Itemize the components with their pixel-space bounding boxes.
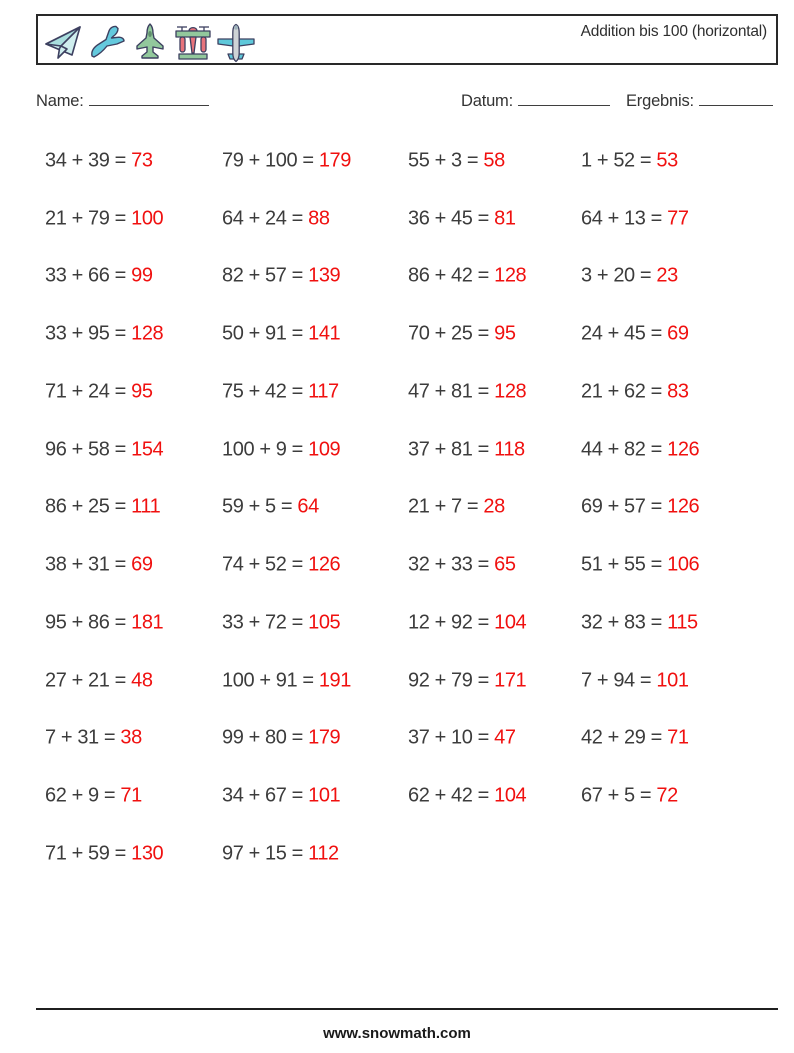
problem bbox=[408, 496, 505, 519]
problem-answer: 118 bbox=[494, 438, 525, 461]
ergebnis-label: Ergebnis: bbox=[626, 92, 694, 110]
problem-expression: 95 + 86 = bbox=[45, 611, 126, 634]
problem bbox=[408, 323, 516, 346]
problem bbox=[408, 207, 516, 230]
problem-expression: 55 + 3 = bbox=[408, 149, 479, 172]
problem-expression: 34 + 67 = bbox=[222, 784, 303, 807]
problem bbox=[222, 611, 340, 634]
problem-expression: 7 + 94 = bbox=[581, 669, 652, 692]
problem bbox=[408, 265, 526, 288]
problem bbox=[222, 496, 319, 519]
problem bbox=[222, 207, 330, 230]
name-blank-line bbox=[89, 92, 209, 106]
problem-answer: 109 bbox=[308, 438, 341, 461]
problem-expression: 70 + 25 = bbox=[408, 322, 489, 345]
problem-expression: 36 + 45 = bbox=[408, 207, 489, 230]
problem bbox=[45, 611, 163, 634]
problem-answer: 101 bbox=[308, 784, 341, 807]
problem bbox=[581, 149, 678, 172]
problem bbox=[581, 727, 689, 750]
ergebnis-field bbox=[626, 92, 773, 111]
problem-expression: 24 + 45 = bbox=[581, 322, 662, 345]
problem-expression: 64 + 13 = bbox=[581, 207, 662, 230]
problem bbox=[222, 265, 340, 288]
problem bbox=[222, 554, 340, 577]
problem-answer: 179 bbox=[308, 726, 341, 749]
problem-answer: 38 bbox=[120, 726, 142, 749]
problem-expression: 33 + 95 = bbox=[45, 322, 126, 345]
problem-row bbox=[0, 305, 794, 363]
problem-answer: 64 bbox=[297, 495, 319, 518]
problem-answer: 179 bbox=[318, 149, 351, 172]
problem-row bbox=[0, 710, 794, 768]
problem bbox=[45, 842, 163, 865]
problem-answer: 130 bbox=[131, 842, 164, 865]
problem bbox=[222, 438, 340, 461]
problems-grid bbox=[0, 132, 794, 883]
problem-expression: 100 + 91 = bbox=[222, 669, 314, 692]
problem bbox=[408, 380, 526, 403]
problem bbox=[45, 496, 160, 519]
problem bbox=[408, 611, 526, 634]
ergebnis-blank-line bbox=[699, 92, 773, 106]
problem bbox=[581, 380, 689, 403]
problem bbox=[581, 438, 699, 461]
problem-answer: 139 bbox=[308, 264, 341, 287]
problem-expression: 42 + 29 = bbox=[581, 726, 662, 749]
problem bbox=[581, 611, 698, 634]
problem bbox=[45, 727, 142, 750]
problem-expression: 38 + 31 = bbox=[45, 553, 126, 576]
problem-expression: 79 + 100 = bbox=[222, 149, 314, 172]
problem-expression: 21 + 7 = bbox=[408, 495, 479, 518]
problem-expression: 71 + 24 = bbox=[45, 380, 126, 403]
problem-answer: 111 bbox=[131, 495, 161, 518]
problem-answer: 23 bbox=[656, 264, 678, 287]
problem-expression: 33 + 72 = bbox=[222, 611, 303, 634]
problem bbox=[581, 554, 699, 577]
problem-answer: 83 bbox=[667, 380, 689, 403]
problem-answer: 105 bbox=[308, 611, 341, 634]
problem-answer: 69 bbox=[667, 322, 689, 345]
problem-expression: 12 + 92 = bbox=[408, 611, 489, 634]
airplane-icon bbox=[216, 23, 256, 63]
problem bbox=[222, 149, 351, 172]
jet-icon bbox=[87, 23, 127, 63]
problem-expression: 75 + 42 = bbox=[222, 380, 303, 403]
problem bbox=[408, 785, 526, 808]
problem-expression: 32 + 33 = bbox=[408, 553, 489, 576]
problem bbox=[45, 785, 142, 808]
problem bbox=[581, 207, 689, 230]
problem-row bbox=[0, 825, 794, 883]
problem-expression: 99 + 80 = bbox=[222, 726, 303, 749]
problem-answer: 99 bbox=[131, 264, 153, 287]
problem-expression: 3 + 20 = bbox=[581, 264, 652, 287]
problem bbox=[408, 554, 516, 577]
header-box bbox=[36, 14, 778, 65]
problem-answer: 126 bbox=[667, 438, 700, 461]
datum-blank-line bbox=[518, 92, 610, 106]
problem-answer: 112 bbox=[308, 842, 339, 865]
problem-expression: 1 + 52 = bbox=[581, 149, 652, 172]
problem-answer: 58 bbox=[483, 149, 505, 172]
problem-expression: 27 + 21 = bbox=[45, 669, 126, 692]
problem-expression: 69 + 57 = bbox=[581, 495, 662, 518]
problem bbox=[408, 727, 516, 750]
problem-answer: 154 bbox=[131, 438, 164, 461]
footer-url: www.snowmath.com bbox=[323, 1025, 471, 1042]
problem-answer: 48 bbox=[131, 669, 153, 692]
problem-expression: 62 + 9 = bbox=[45, 784, 116, 807]
problem-expression: 21 + 79 = bbox=[45, 207, 126, 230]
problem-expression: 32 + 83 = bbox=[581, 611, 662, 634]
problem bbox=[222, 785, 340, 808]
problem bbox=[581, 496, 699, 519]
problem-expression: 62 + 42 = bbox=[408, 784, 489, 807]
problem-answer: 71 bbox=[120, 784, 142, 807]
problem-row bbox=[0, 652, 794, 710]
problem bbox=[222, 323, 340, 346]
problem bbox=[408, 149, 505, 172]
problem-answer: 47 bbox=[494, 726, 516, 749]
problem-answer: 171 bbox=[494, 669, 527, 692]
problem-expression: 97 + 15 = bbox=[222, 842, 303, 865]
problem bbox=[408, 438, 525, 461]
problem-row bbox=[0, 594, 794, 652]
problem-expression: 67 + 5 = bbox=[581, 784, 652, 807]
problem-expression: 82 + 57 = bbox=[222, 264, 303, 287]
problem bbox=[45, 554, 153, 577]
problem-answer: 28 bbox=[483, 495, 505, 518]
problem-expression: 96 + 58 = bbox=[45, 438, 126, 461]
problem bbox=[581, 323, 689, 346]
problem-expression: 51 + 55 = bbox=[581, 553, 662, 576]
problem-expression: 64 + 24 = bbox=[222, 207, 303, 230]
problem bbox=[45, 438, 163, 461]
problem-expression: 47 + 81 = bbox=[408, 380, 489, 403]
problem-answer: 106 bbox=[667, 553, 700, 576]
problem-answer: 81 bbox=[494, 207, 516, 230]
problem-answer: 72 bbox=[656, 784, 678, 807]
problem-answer: 73 bbox=[131, 149, 153, 172]
problem bbox=[45, 265, 153, 288]
problem-expression: 21 + 62 = bbox=[581, 380, 662, 403]
problem-expression: 37 + 10 = bbox=[408, 726, 489, 749]
footer-divider bbox=[36, 1008, 778, 1010]
problem-answer: 126 bbox=[667, 495, 700, 518]
header-icons bbox=[44, 23, 256, 63]
problem-expression: 86 + 42 = bbox=[408, 264, 489, 287]
problem bbox=[581, 265, 678, 288]
problem bbox=[222, 669, 351, 692]
name-label: Name: bbox=[36, 92, 84, 110]
problem-expression: 37 + 81 = bbox=[408, 438, 489, 461]
problem-row bbox=[0, 536, 794, 594]
worksheet-title: Addition bis 100 (horizontal) bbox=[580, 23, 767, 40]
problem bbox=[45, 207, 163, 230]
problem-answer: 104 bbox=[494, 611, 527, 634]
problem-answer: 100 bbox=[131, 207, 164, 230]
problem-answer: 101 bbox=[656, 669, 689, 692]
problem-answer: 115 bbox=[667, 611, 698, 634]
problem-answer: 53 bbox=[656, 149, 678, 172]
problem-answer: 128 bbox=[494, 380, 527, 403]
problem-row bbox=[0, 479, 794, 537]
problem bbox=[408, 669, 526, 692]
problem-expression: 74 + 52 = bbox=[222, 553, 303, 576]
paper-plane-icon bbox=[44, 23, 84, 63]
problem-expression: 92 + 79 = bbox=[408, 669, 489, 692]
problem bbox=[222, 380, 339, 403]
problem-row bbox=[0, 190, 794, 248]
problem-answer: 181 bbox=[131, 611, 164, 634]
problem-answer: 95 bbox=[131, 380, 153, 403]
problem-row bbox=[0, 248, 794, 306]
problem-answer: 77 bbox=[667, 207, 689, 230]
problem-expression: 59 + 5 = bbox=[222, 495, 293, 518]
problem-answer: 128 bbox=[494, 264, 527, 287]
problem-expression: 33 + 66 = bbox=[45, 264, 126, 287]
problem-answer: 191 bbox=[318, 669, 351, 692]
problem-expression: 44 + 82 = bbox=[581, 438, 662, 461]
problem-answer: 117 bbox=[308, 380, 339, 403]
problem-expression: 50 + 91 = bbox=[222, 322, 303, 345]
problem-row bbox=[0, 363, 794, 421]
problem bbox=[45, 380, 153, 403]
problem-answer: 104 bbox=[494, 784, 527, 807]
fighter-jet-icon bbox=[130, 23, 170, 63]
problem-answer: 95 bbox=[494, 322, 516, 345]
problem-row bbox=[0, 767, 794, 825]
problem-expression: 7 + 31 = bbox=[45, 726, 116, 749]
problem bbox=[222, 727, 340, 750]
problem-row bbox=[0, 421, 794, 479]
problem-expression: 71 + 59 = bbox=[45, 842, 126, 865]
problem-answer: 69 bbox=[131, 553, 153, 576]
problem bbox=[45, 669, 153, 692]
problem-answer: 128 bbox=[131, 322, 164, 345]
datum-field bbox=[461, 92, 610, 111]
problem-row bbox=[0, 132, 794, 190]
datum-label: Datum: bbox=[461, 92, 513, 110]
problem-answer: 88 bbox=[308, 207, 330, 230]
name-field bbox=[36, 92, 209, 111]
problem-expression: 100 + 9 = bbox=[222, 438, 303, 461]
problem-answer: 65 bbox=[494, 553, 516, 576]
problem bbox=[581, 785, 678, 808]
problem-answer: 71 bbox=[667, 726, 689, 749]
problem-expression: 86 + 25 = bbox=[45, 495, 126, 518]
problem-answer: 141 bbox=[308, 322, 341, 345]
problem-expression: 34 + 39 = bbox=[45, 149, 126, 172]
problem bbox=[222, 842, 339, 865]
problem bbox=[45, 323, 163, 346]
biplane-icon bbox=[173, 23, 213, 63]
problem bbox=[45, 149, 153, 172]
problem bbox=[581, 669, 689, 692]
problem-answer: 126 bbox=[308, 553, 341, 576]
